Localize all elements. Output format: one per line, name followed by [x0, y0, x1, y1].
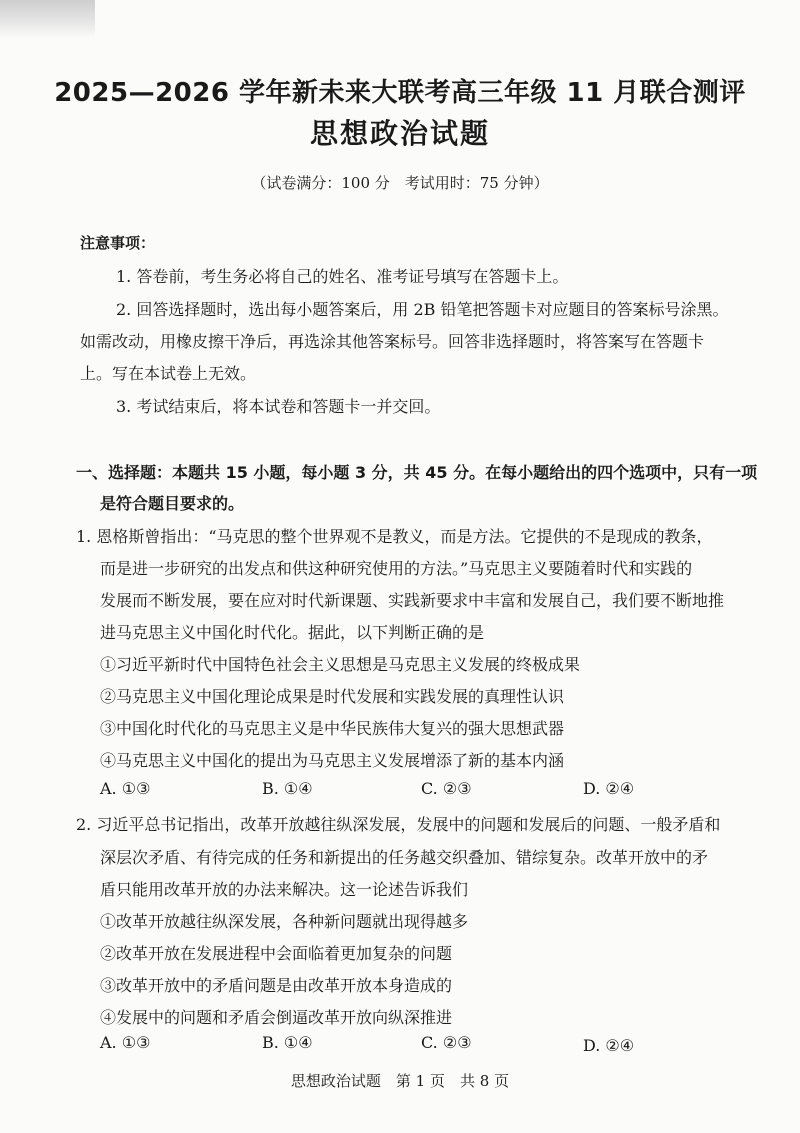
question-stem: 盾只能用改革开放的办法来解决。这一论述告诉我们 — [100, 880, 469, 899]
notice-line: 3. 考试结束后，将本试卷和答题卡一并交回。 — [116, 397, 441, 416]
option-a: A. ①③ — [100, 1033, 151, 1052]
question-stem: 2. 习近平总书记指出，改革开放越往纵深发展，发展中的问题和发展后的问题、一般矛盾和 — [76, 815, 721, 834]
exam-title: 2025—2026 学年新未来大联考高三年级 11 月联合测评 — [54, 78, 746, 108]
question-statement: ②改革开放在发展进程中会面临着更加复杂的问题 — [100, 944, 453, 963]
page-footer: 思想政治试题 第 1 页 共 8 页 — [290, 1072, 510, 1090]
option-d: D. ②④ — [583, 1036, 635, 1055]
question-stem: 进马克思主义中国化时代化。据此，以下判断正确的是 — [100, 623, 485, 642]
question-statement: ①习近平新时代中国特色社会主义思想是马克思主义发展的终极成果 — [100, 655, 581, 674]
question-stem: 而是进一步研究的出发点和供这种研究使用的方法。”马克思主义要随着时代和实践的 — [100, 559, 693, 578]
section-heading: 是符合题目要求的。 — [100, 494, 245, 513]
question-stem: 发展而不断发展，要在应对时代新课题、实践新要求中丰富和发展自己，我们要不断地推 — [100, 591, 725, 610]
question-statement: ④发展中的问题和矛盾会倒逼改革开放向纵深推进 — [100, 1008, 453, 1027]
option-c: C. ②③ — [421, 779, 472, 798]
question-stem: 深层次矛盾、有待完成的任务和新提出的任务越交织叠加、错综复杂。改革开放中的矛 — [100, 848, 709, 867]
option-b: B. ①④ — [262, 1033, 313, 1052]
question-statement: ③改革开放中的矛盾问题是由改革开放本身造成的 — [100, 976, 453, 995]
question-statement: ④马克思主义中国化的提出为马克思主义发展增添了新的基本内涵 — [100, 751, 565, 770]
option-b: B. ①④ — [262, 779, 313, 798]
question-statement: ②马克思主义中国化理论成果是时代发展和实践发展的真理性认识 — [100, 687, 565, 706]
question-statement: ③中国化时代化的马克思主义是中华民族伟大复兴的强大思想武器 — [100, 719, 565, 738]
exam-info: （试卷满分：100 分 考试用时：75 分钟） — [251, 174, 549, 192]
notice-line: 上。写在本试卷上无效。 — [80, 364, 257, 383]
option-a: A. ①③ — [100, 779, 151, 798]
option-d: D. ②④ — [583, 779, 635, 798]
section-heading: 一、选择题：本题共 15 小题，每小题 3 分，共 45 分。在每小题给出的四个选项中，只有一项 — [76, 463, 758, 482]
question-stem: 1. 恩格斯曾指出：“马克思的整个世界观不是教义，而是方法。它提供的不是现成的教条， — [76, 527, 713, 546]
exam-subject: 思想政治试题 — [309, 117, 490, 150]
notice-line: 2. 回答选择题时，选出每小题答案后，用 2B 铅笔把答题卡对应题目的答案标号涂黑。 — [116, 300, 729, 319]
option-c: C. ②③ — [421, 1033, 472, 1052]
notice-line: 如需改动，用橡皮擦干净后，再选涂其他答案标号。回答非选择题时，将答案写在答题卡 — [80, 332, 705, 351]
notice-heading: 注意事项： — [80, 234, 156, 252]
scan-smudge — [0, 0, 95, 38]
notice-line: 1. 答卷前，考生务必将自己的姓名、准考证号填写在答题卡上。 — [116, 267, 569, 286]
question-statement: ①改革开放越往纵深发展，各种新问题就出现得越多 — [100, 912, 469, 931]
